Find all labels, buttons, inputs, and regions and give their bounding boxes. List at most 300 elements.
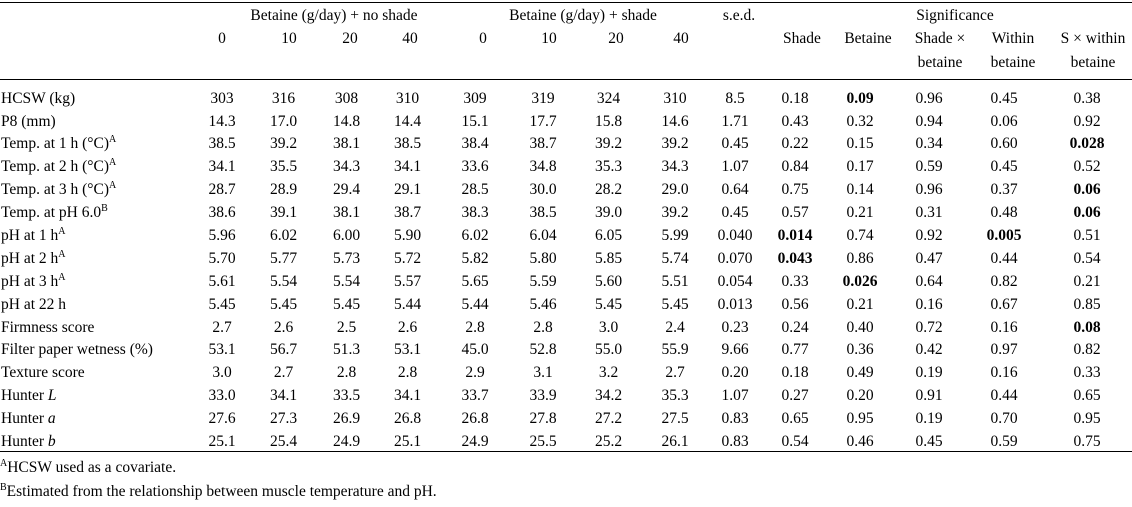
table-cell: 0.24 [781,318,809,336]
table-cell: 0.20 [846,387,874,405]
table-cell: 6.02 [461,227,489,245]
table-cell: 38.1 [332,135,361,153]
table-cell: 17.7 [529,112,557,130]
row-label-text: pH at 1 h [1,227,59,245]
table-cell: 14.3 [208,112,236,130]
table-row [0,270,1132,293]
table-cell: 3.2 [598,364,619,382]
table-cell: 6.02 [269,227,298,245]
table-cell: 38.1 [332,204,361,222]
table-cell: 308 [334,89,359,107]
table-cell: 5.45 [208,295,236,313]
row-label [0,316,194,339]
table-cell: 0.44 [990,387,1018,405]
group-header-no-shade: Betaine (g/day) + no shade [250,7,418,24]
table-cell: 5.82 [461,249,489,267]
table-cell: 28.2 [594,181,623,199]
table-cell: 5.70 [208,249,236,267]
table-cell: 27.3 [269,410,298,428]
table-cell: 0.91 [915,387,943,405]
table-cell: 24.9 [332,433,361,451]
sig-header-shade-x-betaine-2: betaine [917,54,963,71]
row-label [0,407,194,430]
table-cell: 24.9 [461,433,489,451]
table-cell: 52.8 [529,341,557,359]
table-cell: 5.59 [529,272,557,290]
table-cell: 26.9 [332,410,361,428]
table-cell: 14.8 [332,112,361,130]
table-cell: 0.95 [1073,410,1101,428]
sed-header: s.e.d. [722,7,756,24]
row-label-text: Temp. at 3 h (°C) [1,181,109,199]
row-label-footnote-mark: A [109,157,117,169]
table-cell: 5.73 [332,249,361,267]
table-cell: 15.1 [461,112,489,130]
table-cell: 38.5 [208,135,236,153]
table-row [0,293,1132,316]
table-cell: 33.6 [461,158,489,176]
table-cell: 0.70 [990,410,1018,428]
data-table [0,87,1132,453]
table-cell: 0.16 [990,364,1018,382]
table-cell: 0.82 [1073,341,1101,359]
table-cell: 0.65 [1073,387,1101,405]
table-cell: 33.0 [208,387,236,405]
row-label [0,133,194,156]
table-cell: 14.6 [661,112,689,130]
row-label [0,110,194,133]
table-row [0,156,1132,179]
table-cell: 5.72 [393,249,422,267]
header-rule [0,79,1132,80]
table-cell: 0.95 [846,410,874,428]
sig-header-s-x-within-2: betaine [1070,54,1116,71]
row-label-text: Hunter [1,433,48,451]
table-cell: 0.013 [717,295,753,313]
row-label [0,224,194,247]
table-row [0,133,1132,156]
table-cell: 0.85 [1073,295,1101,313]
table-cell: 0.37 [990,181,1018,199]
row-label [0,339,194,362]
table-cell: 5.54 [332,272,361,290]
table-cell: 3.1 [533,364,553,382]
dose-header: 40 [673,30,689,47]
row-label [0,430,194,453]
table-cell: 25.5 [529,433,557,451]
row-label-text: Hunter [1,387,48,405]
table-cell: 5.45 [269,295,298,313]
table-cell: 0.32 [846,112,874,130]
table-cell: 0.21 [846,204,874,222]
table-cell: 34.1 [269,387,298,405]
table-cell: 2.6 [397,318,418,336]
table-cell: 0.97 [990,341,1018,359]
table-cell: 5.44 [393,295,422,313]
table-cell: 0.08 [1073,318,1101,336]
table-cell: 27.2 [594,410,623,428]
table-cell: 310 [395,89,420,107]
table-row [0,110,1132,133]
table-cell: 2.6 [273,318,294,336]
table-cell: 0.22 [781,135,809,153]
table-cell: 0.45 [990,89,1018,107]
sig-header-shade-x-betaine: Shade × [914,30,966,47]
table-cell: 2.8 [336,364,357,382]
row-label-italic: a [47,410,56,428]
table-cell: 27.5 [661,410,689,428]
table-cell: 0.06 [1073,181,1101,199]
table-cell: 0.94 [915,112,943,130]
table-cell: 0.64 [915,272,943,290]
row-label-text: pH at 22 h [1,295,67,313]
table-cell: 1.07 [721,387,749,405]
table-cell: 8.5 [725,89,745,107]
row-label [0,87,194,110]
row-label [0,293,194,316]
table-cell: 303 [210,89,234,107]
table-cell: 0.16 [990,318,1018,336]
table-cell: 53.1 [393,341,422,359]
table-cell: 0.84 [781,158,809,176]
table-cell: 39.1 [269,204,298,222]
table-row [0,407,1132,430]
table-cell: 0.23 [721,318,749,336]
table-row [0,385,1132,408]
table-cell: 0.96 [915,181,943,199]
table-cell: 0.21 [846,295,874,313]
dose-header: 0 [218,30,226,47]
table-cell: 0.77 [781,341,809,359]
table-cell: 55.9 [661,341,689,359]
table-cell: 0.45 [721,204,749,222]
table-cell: 324 [596,89,621,107]
table-cell: 0.20 [721,364,749,382]
dose-header: 20 [342,30,358,47]
table-cell: 5.77 [269,249,298,267]
table-cell: 25.4 [269,433,298,451]
table-cell: 2.9 [465,364,485,382]
table-cell: 0.48 [990,204,1018,222]
table-cell: 26.8 [393,410,422,428]
table-cell: 56.7 [269,341,298,359]
table-cell: 0.028 [1069,135,1105,153]
table-cell: 55.0 [594,341,623,359]
footnote-text: HCSW used as a covariate. [7,459,177,476]
table-cell: 5.65 [461,272,489,290]
table-cell: 53.1 [208,341,236,359]
table-cell: 39.2 [594,135,623,153]
table-cell: 5.57 [393,272,422,290]
table-cell: 25.1 [393,433,422,451]
table-cell: 0.72 [915,318,943,336]
table-cell: 38.3 [461,204,489,222]
table-cell: 39.2 [269,135,298,153]
table-cell: 25.1 [208,433,236,451]
table-cell: 0.49 [846,364,874,382]
table-cell: 30.0 [529,181,557,199]
table-cell: 28.5 [461,181,489,199]
table-cell: 0.27 [781,387,809,405]
table-cell: 2.5 [336,318,357,336]
table-cell: 0.043 [777,249,813,267]
table-cell: 0.054 [717,272,753,290]
table-cell: 0.59 [915,158,943,176]
table-cell: 5.85 [594,249,623,267]
table-cell: 309 [463,89,487,107]
table-cell: 33.9 [529,387,557,405]
table-cell: 33.7 [461,387,489,405]
row-label-text: Filter paper wetness (%) [1,341,153,359]
table-cell: 27.6 [208,410,236,428]
data-table-body [0,87,1132,453]
table-cell: 0.64 [721,181,749,199]
row-label-text: Texture score [1,364,85,382]
table-cell: 39.0 [594,204,623,222]
table-row [0,201,1132,224]
table-cell: 15.8 [594,112,623,130]
row-label-footnote-mark: A [58,226,66,238]
sig-header-shade: Shade [783,30,821,47]
row-label-italic: L [47,387,57,405]
sig-header-within-betaine-2: betaine [990,54,1036,71]
table-cell: 0.83 [721,410,749,428]
table-cell: 6.00 [332,227,361,245]
table-cell: 34.3 [332,158,361,176]
table-cell: 0.96 [915,89,943,107]
table-cell: 0.67 [990,295,1018,313]
table-cell: 14.4 [393,112,422,130]
table-cell: 0.33 [781,272,809,290]
dose-header: 40 [402,30,418,47]
bottom-rule [0,451,1132,452]
table-cell: 29.4 [332,181,361,199]
table-cell: 5.54 [269,272,298,290]
table-cell: 17.0 [269,112,298,130]
table-cell: 0.45 [915,433,943,451]
row-label-text: Temp. at 2 h (°C) [1,158,109,176]
table-cell: 5.74 [661,249,689,267]
table-cell: 5.96 [208,227,236,245]
table-cell: 0.005 [986,227,1022,245]
table-cell: 0.92 [915,227,943,245]
row-label-text: pH at 3 h [1,272,59,290]
table-row [0,224,1132,247]
table-cell: 0.026 [842,272,878,290]
table-cell: 28.7 [208,181,236,199]
table-row [0,247,1132,270]
table-cell: 5.44 [461,295,489,313]
row-label-text: P8 (mm) [1,112,56,130]
row-label-text: Hunter [1,410,48,428]
table-cell: 1.07 [721,158,749,176]
row-label [0,362,194,385]
table-cell: 0.014 [777,227,813,245]
row-label-footnote-mark: A [58,248,66,260]
table-cell: 0.59 [990,433,1018,451]
table-cell: 319 [531,89,555,107]
row-label-text: Temp. at 1 h (°C) [1,135,109,153]
table-cell: 0.60 [990,135,1018,153]
table-cell: 3.0 [212,364,232,382]
table-cell: 5.45 [594,295,623,313]
footnote-mark: B [0,482,7,493]
row-label-text: pH at 2 h [1,249,59,267]
table-cell: 0.54 [781,433,809,451]
table-cell: 0.09 [846,89,874,107]
significance-header: Significance [916,7,994,24]
table-cell: 5.46 [529,295,557,313]
table-cell: 2.7 [273,364,294,382]
table-cell: 2.7 [212,318,232,336]
table-cell: 0.45 [721,135,749,153]
table-cell: 26.8 [461,410,489,428]
table-cell: 6.04 [529,227,557,245]
table-cell: 0.36 [846,341,874,359]
table-cell: 0.070 [717,249,753,267]
table-cell: 0.44 [990,249,1018,267]
footnote-mark: A [0,458,8,469]
row-label [0,201,194,224]
table-cell: 0.74 [846,227,874,245]
row-label [0,385,194,408]
table-cell: 0.06 [1073,204,1101,222]
table-row [0,362,1132,385]
table-cell: 0.82 [990,272,1018,290]
table-cell: 39.2 [661,204,689,222]
row-label [0,270,194,293]
table-cell: 0.92 [1073,112,1101,130]
row-label-footnote-mark: B [101,203,108,215]
row-label-text: Firmness score [1,318,95,336]
table-cell: 35.3 [594,158,623,176]
table-cell: 0.54 [1073,249,1101,267]
table-cell: 0.46 [846,433,874,451]
table-cell: 27.8 [529,410,557,428]
table-cell: 2.7 [665,364,685,382]
table-cell: 35.3 [661,387,689,405]
table-cell: 5.45 [332,295,361,313]
table-cell: 0.17 [846,158,874,176]
table-cell: 0.75 [781,181,809,199]
footnote-b [0,484,437,500]
table-cell: 38.7 [393,204,422,222]
table-cell: 5.61 [208,272,236,290]
table-cell: 0.31 [915,204,943,222]
table-cell: 5.80 [529,249,557,267]
dose-header: 0 [479,30,487,47]
dose-header: 20 [608,30,624,47]
table-cell: 0.51 [1073,227,1101,245]
table-cell: 0.19 [915,364,943,382]
table-cell: 0.86 [846,249,874,267]
table-row [0,339,1132,362]
table-cell: 29.1 [393,181,422,199]
table-row [0,430,1132,453]
table-cell: 0.34 [915,135,943,153]
table-cell: 0.18 [781,89,809,107]
table-cell: 0.06 [990,112,1018,130]
table-cell: 5.90 [393,227,422,245]
table-cell: 310 [663,89,687,107]
table-cell: 34.8 [529,158,557,176]
table-cell: 0.16 [915,295,943,313]
table-cell: 0.040 [717,227,753,245]
table-cell: 0.33 [1073,364,1101,382]
dose-header: 10 [541,30,557,47]
row-label-footnote-mark: A [58,271,66,283]
footnote-a [0,460,176,476]
group-header-shade: Betaine (g/day) + shade [509,7,657,24]
table-cell: 0.38 [1073,89,1101,107]
table-cell: 38.5 [529,204,557,222]
table-cell: 0.83 [721,433,749,451]
table-cell: 0.65 [781,410,809,428]
table-cell: 33.5 [332,387,361,405]
table-cell: 9.66 [721,341,749,359]
table-cell: 0.42 [915,341,943,359]
table-cell: 34.2 [594,387,623,405]
table-cell: 34.1 [208,158,236,176]
table-cell: 0.15 [846,135,874,153]
table-cell: 0.45 [990,158,1018,176]
table-cell: 2.8 [465,318,485,336]
table-cell: 5.60 [594,272,623,290]
table-cell: 39.2 [661,135,689,153]
table-cell: 0.57 [781,204,809,222]
table-cell: 0.56 [781,295,809,313]
table-cell: 38.4 [461,135,489,153]
table-cell: 6.05 [594,227,623,245]
dose-header: 10 [281,30,297,47]
table-cell: 29.0 [661,181,689,199]
table-cell: 28.9 [269,181,298,199]
row-label-footnote-mark: A [109,180,117,192]
table-cell: 45.0 [461,341,489,359]
table-cell: 0.40 [846,318,874,336]
table-cell: 26.1 [661,433,689,451]
row-label [0,179,194,202]
row-label-text: HCSW (kg) [1,89,76,107]
table-row [0,179,1132,202]
table-cell: 5.51 [661,272,689,290]
table-cell: 2.8 [397,364,418,382]
row-label-italic: b [47,433,56,451]
table-cell: 51.3 [332,341,361,359]
table-cell: 34.3 [661,158,689,176]
sig-header-s-x-within: S × within [1060,30,1126,47]
sig-header-within-betaine: Within [991,30,1035,47]
table-cell: 0.21 [1073,272,1101,290]
footnote-text: Estimated from the relationship between muscle temperature and pH. [6,483,437,500]
table-cell: 1.71 [721,112,749,130]
table-cell: 0.43 [781,112,809,130]
table-cell: 34.1 [393,387,422,405]
table-cell: 2.4 [665,318,685,336]
table-cell: 0.47 [915,249,943,267]
table-cell: 0.19 [915,410,943,428]
table-cell: 0.14 [846,181,874,199]
row-label [0,156,194,179]
table-cell: 38.6 [208,204,236,222]
table-cell: 38.5 [393,135,422,153]
table-cell: 316 [271,89,296,107]
table-cell: 2.8 [533,318,553,336]
table-cell: 5.99 [661,227,689,245]
table-cell: 0.52 [1073,158,1101,176]
table-cell: 5.45 [661,295,689,313]
sig-header-betaine: Betaine [844,30,892,47]
